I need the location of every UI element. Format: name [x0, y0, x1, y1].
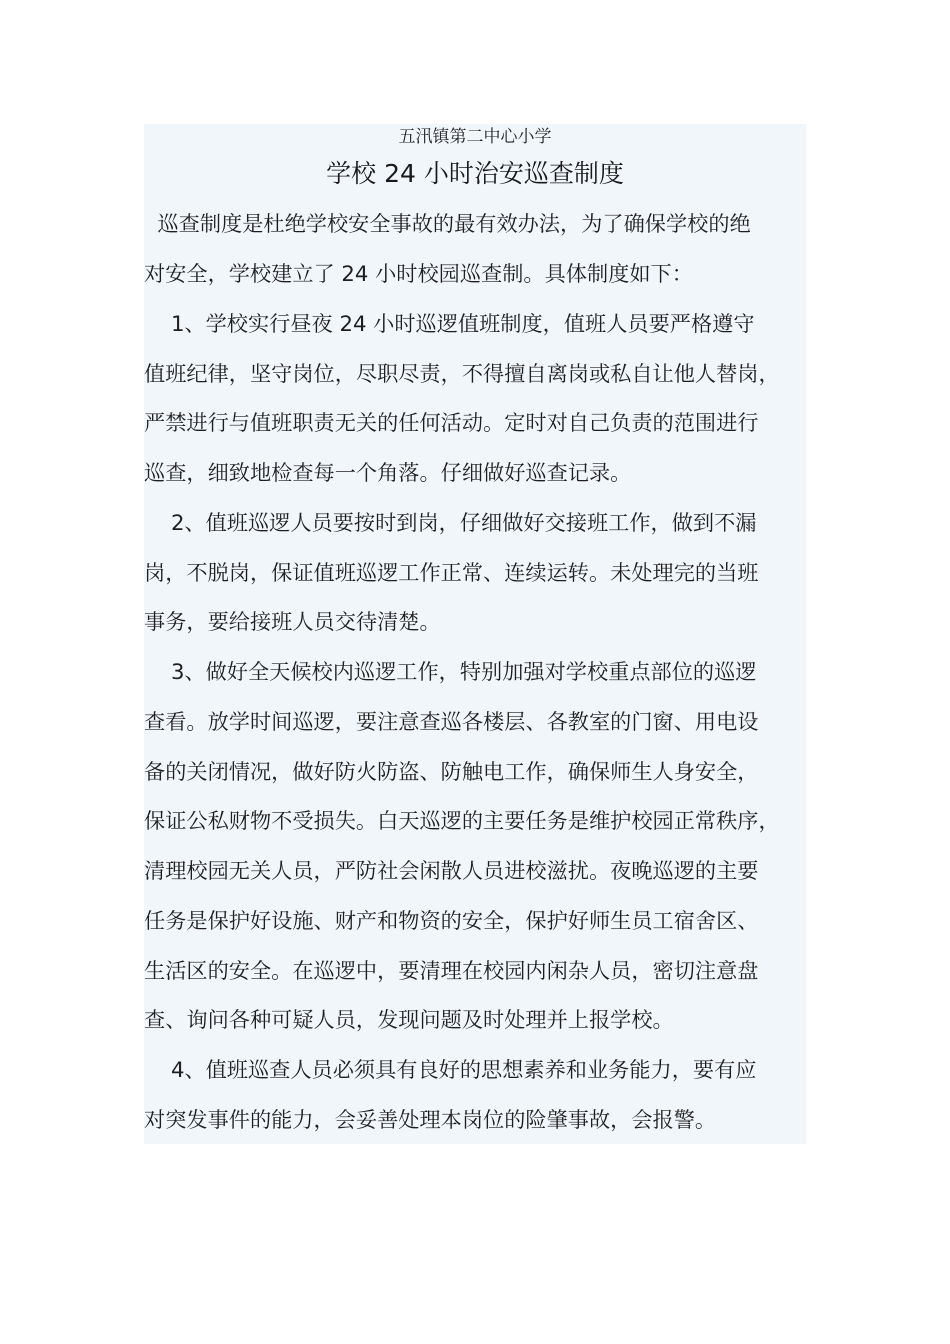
body-line: 巡查制度是杜绝学校安全事故的最有效办法，为了确保学校的绝 — [144, 211, 751, 236]
body-line: 清理校园无关人员，严防社会闲散人员进校滋扰。夜晚巡逻的主要 — [144, 858, 759, 883]
body-line: 对突发事件的能力，会妥善处理本岗位的险肇事故，会报警。 — [144, 1107, 717, 1132]
body-line: 生活区的安全。在巡逻中，要清理在校园内闲杂人员，密切注意盘 — [144, 958, 759, 983]
body-line: 2、值班巡逻人员要按时到岗，仔细做好交接班工作，做到不漏 — [144, 510, 757, 535]
school-name: 五汛镇第二中心小学 — [398, 127, 552, 147]
body-line: 3、做好全天候校内巡逻工作，特别加强对学校重点部位的巡逻 — [144, 659, 757, 684]
body-line: 4、值班巡查人员必须具有良好的思想素养和业务能力，要有应 — [144, 1057, 757, 1082]
body-line: 保证公私财物不受损失。白天巡逻的主要任务是维护校园正常秩序， — [144, 808, 780, 833]
body-line: 1、学校实行昼夜 24 小时巡逻值班制度，值班人员要严格遵守 — [144, 311, 755, 336]
body-line: 查、询问各种可疑人员，发现问题及时处理并上报学校。 — [144, 1007, 674, 1032]
body-line: 严禁进行与值班职责无关的任何活动。定时对自己负责的范围进行 — [144, 410, 759, 435]
body-line: 任务是保护好设施、财产和物资的安全，保护好师生员工宿舍区、 — [144, 908, 759, 933]
body-line: 备的关闭情况，做好防火防盗、防触电工作，确保师生人身安全， — [144, 759, 759, 784]
document-page — [144, 124, 806, 1144]
body-line: 查看。放学时间巡逻，要注意查巡各楼层、各教室的门窗、用电设 — [144, 709, 759, 734]
body-line: 值班纪律，坚守岗位，尽职尽责，不得擅自离岗或私自让他人替岗， — [144, 361, 780, 386]
document-title: 学校 24 小时治安巡查制度 — [326, 159, 624, 188]
body-line: 对安全，学校建立了 24 小时校园巡查制。具体制度如下： — [144, 261, 693, 286]
body-line: 巡查，细致地检查每一个角落。仔细做好巡查记录。 — [144, 460, 632, 485]
body-line: 岗，不脱岗，保证值班巡逻工作正常、连续运转。未处理完的当班 — [144, 560, 759, 585]
body-line: 事务，要给接班人员交待清楚。 — [144, 609, 441, 634]
